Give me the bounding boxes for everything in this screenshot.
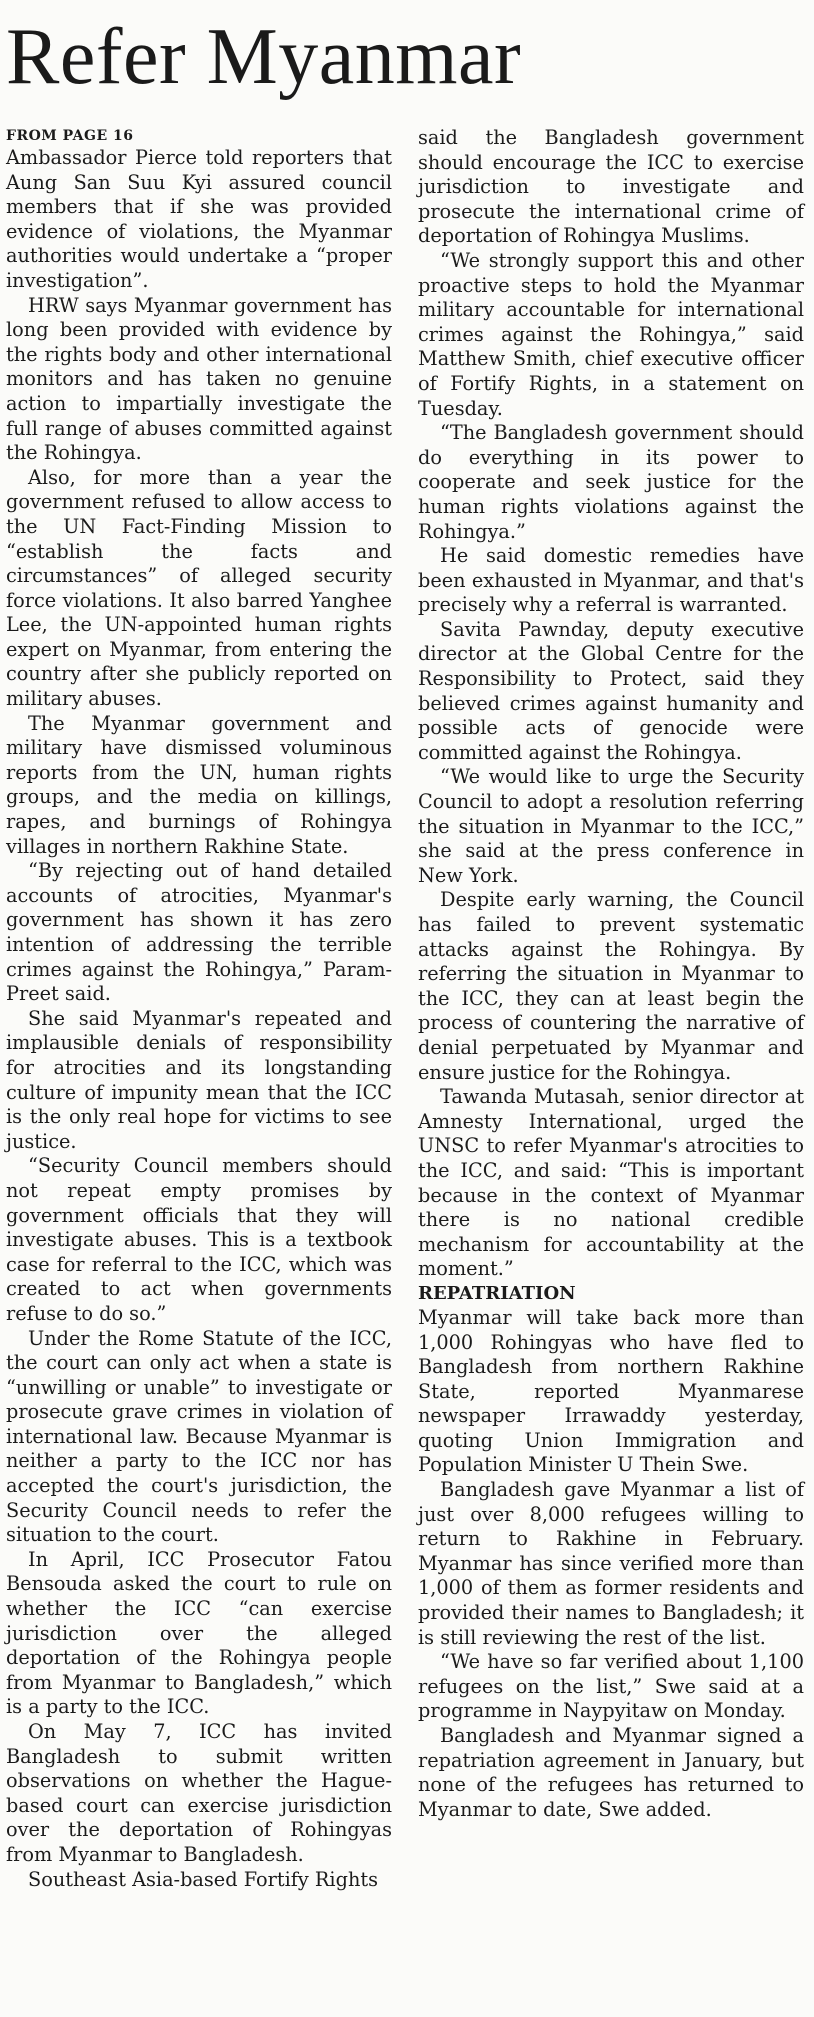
section-subhead: REPATRIATION (418, 1282, 576, 1304)
paragraph: Savita Pawnday, deputy executive director at the Global Centre for the Responsibility to Protect, said they believed crimes against humanity and possible acts of genocide were committed against the Rohingya. (418, 617, 804, 764)
paragraph: “Security Council members should not repeat empty promises by government officials that they will investigate abuses. This is a textbook case for referral to the ICC, which was created to act when governments refuse to do so.” (6, 1154, 392, 1325)
paragraph: On May 7, ICC has invited Bangladesh to submit written observations on whether the Hague-based court can exercise jurisdiction over the deportation of Rohingyas from Myanmar to Bangladesh. (6, 1720, 392, 1866)
paragraph: Southeast Asia-based Fortify Rights (28, 1867, 378, 1891)
paragraph: He said domestic remedies have been exhausted in Myanmar, and that's precisely why a referral is warranted. (418, 544, 804, 617)
paragraph: “The Bangladesh government should do everything in its power to cooperate and seek justice for the human rights violations against the Rohingya.” (418, 421, 804, 543)
paragraph: Despite early warning, the Council has failed to prevent systematic attacks against the Rohingya. By referring the situation in Myanmar to the ICC, they can at least begin the process of countering the narrative of denial perpetuated by Myanmar and ensure justice for the Rohingya. (418, 888, 804, 1084)
paragraph: Also, for more than a year the government refused to allow access to the UN Fact-Finding Mission to “establish the facts and circumstances” of alleged security force violations. It also barred Yanghee Lee, the UN-appointed human rights expert on Myanmar, from entering the country after she publicly reported on military abuses. (6, 465, 392, 711)
paragraph: Bangladesh gave Myanmar a list of just over 8,000 refugees willing to return to Rakhine in February. Myanmar has since verified more than 1,000 of them as former residents and provided their names to Bangladesh; it is still reviewing the rest of the list. (418, 1478, 804, 1649)
continuation-kicker: FROM PAGE 16 (6, 128, 134, 144)
paragraph: Ambassador Pierce told reporters that Aung San Suu Kyi assured council members that if she was provided evidence of violations, the Myanmar authorities would undertake a “proper investigation”. (6, 146, 392, 292)
paragraph: “By rejecting out of hand detailed accounts of atrocities, Myanmar's government has shown it has zero intention of addressing the terrible crimes against the Rohingya,” Param-Preet said. (6, 859, 392, 1006)
paragraph: Bangladesh and Myanmar signed a repatriation agreement in January, but none of the refugees has returned to Myanmar to date, Swe added. (418, 1724, 804, 1821)
paragraph: The Myanmar government and military have dismissed voluminous reports from the UN, human rights groups, and the media on killings, rapes, and burnings of Rohingya villages in northern Rakhine State. (6, 711, 392, 858)
paragraph: In April, ICC Prosecutor Fatou Bensouda asked the court to rule on whether the ICC “can exercise jurisdiction over the alleged deportation of the Rohingya people from Myanmar to Bangladesh,” which is a party to the ICC. (6, 1547, 392, 1719)
right-column (418, 126, 804, 1822)
paragraph: “We would like to urge the Security Council to adopt a resolution referring the situation in Myanmar to the ICC,” she said at the press conference in New York. (418, 765, 804, 887)
paragraph: “We strongly support this and other proactive steps to hold the Myanmar military accountable for international crimes against the Rohingya,” said Matthew Smith, chief executive officer of Fortify Rights, in a statement on Tuesday. (418, 248, 804, 420)
paragraph: Under the Rome Statute of the ICC, the court can only act when a state is “unwilling or unable” to investigate or prosecute grave crimes in violation of international law. Because Myanmar is neither a party to the ICC nor has accepted the court's jurisdiction, the Security Council needs to refer the situation to the court. (6, 1326, 392, 1547)
paragraph: HRW says Myanmar government has long been provided with evidence by the rights body and other international monitors and has taken no genuine action to impartially investigate the full range of abuses committed against the Rohingya. (6, 293, 392, 465)
paragraph: said the Bangladesh government should encourage the ICC to exercise jurisdiction to investigate and prosecute the international crime of deportation of Rohingya Muslims. (418, 126, 804, 248)
paragraph: Tawanda Mutasah, senior director at Amnesty International, urged the UNSC to refer Myanmar's atrocities to the ICC, and said: “This is important because in the context of Myanmar there is no national credible mechanism for accountability at the moment.” (418, 1085, 804, 1281)
paragraph: “We have so far verified about 1,100 refugees on the list,” Swe said at a programme in Naypyitaw on Monday. (418, 1650, 804, 1723)
left-column (6, 126, 392, 1892)
paragraph: Myanmar will take back more than 1,000 Rohingyas who have fled to Bangladesh from northern Rakhine State, reported Myanmarese newspaper Irrawaddy yesterday, quoting Union Immigration and Population Minister U Thein Swe. (418, 1305, 804, 1477)
paragraph: She said Myanmar's repeated and implausible denials of responsibility for atrocities and its longstanding culture of impunity mean that the ICC is the only real hope for victims to see justice. (6, 1006, 392, 1153)
headline: Refer Myanmar (6, 13, 522, 101)
